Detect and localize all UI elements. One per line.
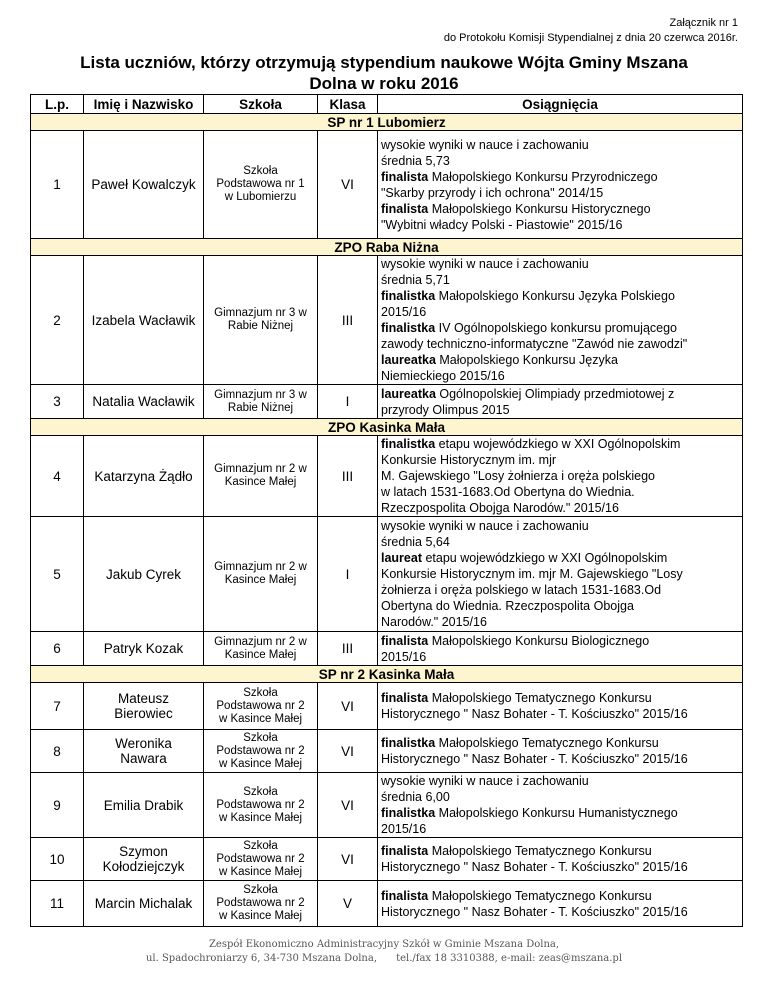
achievement-title: laureatka bbox=[381, 386, 436, 401]
table-row bbox=[31, 632, 743, 666]
school-line: Podstawowa nr 2 bbox=[216, 798, 305, 811]
cell-school bbox=[204, 881, 318, 927]
school-line: Szkoła bbox=[243, 686, 278, 699]
achievement-text: etapu wojewódzkiego w XXI Ogólnopolskim bbox=[422, 551, 668, 565]
achievement-text: Historycznego " Nasz Bohater - T. Kościuszko" 2015/16 bbox=[381, 904, 688, 919]
achievement-text: Konkursie Historycznym im. mjr M. Gajewskiego "Losy bbox=[381, 567, 683, 581]
achievement-text: Narodów." 2015/16 bbox=[381, 615, 487, 629]
school-line: Gimnazjum nr 3 w bbox=[214, 388, 307, 401]
achievement-text: 2015/16 bbox=[381, 822, 427, 836]
achievement-line bbox=[381, 904, 739, 920]
table-row bbox=[31, 730, 743, 773]
achievement-line bbox=[381, 582, 739, 598]
achievement-text: wysokie wyniki w nauce i zachowaniu bbox=[381, 774, 589, 788]
cell-achievements bbox=[378, 773, 743, 838]
achievement-text: Małopolskiego Konkursu Języka Polskiego bbox=[435, 289, 675, 303]
school-line: Szkoła bbox=[243, 165, 278, 177]
school-line: Szkoła bbox=[243, 839, 278, 852]
achievement-text: Ogólnopolskiej Olimpiady przedmiotowej z bbox=[435, 386, 675, 401]
achievement-text: Małopolskiego Konkursu Humanistycznego bbox=[435, 806, 678, 820]
achievement-text: Małopolskiego Tematycznego Konkursu bbox=[428, 691, 652, 705]
table-row bbox=[31, 683, 743, 730]
achievement-text: Małopolskiego Tematycznego Konkursu bbox=[435, 736, 659, 750]
school-line: Szkoła bbox=[243, 884, 278, 896]
section-title: SP nr 1 Lubomierz bbox=[31, 114, 743, 131]
section-title: ZPO Raba Niżna bbox=[31, 239, 743, 256]
achievement-text: "Wybitni władcy Polski - Piastowie" 2015/16 bbox=[381, 217, 623, 232]
school-line: Szkoła bbox=[243, 731, 278, 744]
cell-name: Natalia Wacławik bbox=[84, 385, 204, 419]
cell-klasa: III bbox=[318, 632, 378, 666]
cell-school bbox=[204, 730, 318, 773]
achievement-text: Konkursie Historycznym im. mjr bbox=[381, 453, 557, 467]
achievement-text: etapu wojewódzkiego w XXI Ogólnopolskim bbox=[435, 437, 681, 451]
achievement-text: średnia 5,73 bbox=[381, 153, 450, 168]
achievement-text: Małopolskiego Konkursu Języka bbox=[435, 353, 618, 367]
cell-school bbox=[204, 773, 318, 838]
school-line: Rabie Niżnej bbox=[227, 320, 294, 332]
cell-school bbox=[204, 838, 318, 881]
achievement-line bbox=[381, 500, 739, 516]
title-line-2: Dolna w roku 2016 bbox=[309, 74, 459, 93]
cell-klasa: VI bbox=[318, 683, 378, 730]
achievement-title: laureat bbox=[381, 551, 422, 565]
achievement-text: zawody techniczno-informatyczne "Zawód nie zawodzi" bbox=[381, 337, 688, 351]
section-title: SP nr 2 Kasinka Mała bbox=[31, 666, 743, 683]
achievement-line bbox=[381, 598, 739, 614]
achievement-title: finalistka bbox=[381, 437, 436, 451]
achievement-text: Małopolskiego Konkursu Przyrodniczego bbox=[428, 169, 658, 184]
school-line: Gimnazjum nr 2 w bbox=[214, 463, 307, 475]
cell-achievements bbox=[378, 517, 743, 632]
achievement-text: 2015/16 bbox=[381, 305, 427, 319]
cell-name: Izabela Wacławik bbox=[84, 256, 204, 385]
achievement-line bbox=[381, 534, 739, 550]
school-line: w Kasince Małej bbox=[218, 712, 303, 725]
cell-lp: 11 bbox=[31, 881, 84, 927]
achievement-text: 2015/16 bbox=[381, 649, 427, 664]
school-line: Kasince Małej bbox=[224, 648, 297, 661]
cell-name: Marcin Michalak bbox=[84, 881, 204, 927]
achievement-line bbox=[381, 484, 739, 500]
footer bbox=[0, 938, 768, 966]
cell-klasa: VI bbox=[318, 838, 378, 881]
table-body bbox=[31, 114, 743, 927]
achievement-line bbox=[381, 789, 739, 805]
cell-school bbox=[204, 632, 318, 666]
achievement-line bbox=[381, 773, 739, 789]
cell-school bbox=[204, 436, 318, 517]
attachment-note bbox=[444, 16, 738, 46]
cell-name: Paweł Kowalczyk bbox=[84, 131, 204, 239]
cell-name: Emilia Drabik bbox=[84, 773, 204, 838]
achievement-text: w latach 1531-1683.Od Obertyna do Wiednia. bbox=[381, 485, 635, 499]
header-name: Imię i Nazwisko bbox=[84, 95, 204, 114]
achievement-text: Małopolskiego Konkursu Historycznego bbox=[428, 201, 651, 216]
achievement-title: finalista bbox=[381, 201, 429, 216]
footer-line-2: ul. Spadochroniarzy 6, 34-730 Mszana Dolna, tel./fax 18 3310388, e-mail: zeas@mszana.pl bbox=[145, 953, 623, 964]
achievement-line bbox=[381, 452, 739, 468]
cell-achievements bbox=[378, 881, 743, 927]
cell-achievements bbox=[378, 730, 743, 773]
school-line: Podstawowa nr 2 bbox=[216, 699, 305, 712]
achievement-line bbox=[381, 304, 739, 320]
achievement-title: finalista bbox=[381, 691, 429, 705]
achievement-text: Małopolskiego Tematycznego Konkursu bbox=[428, 888, 652, 903]
school-line: Podstawowa nr 2 bbox=[216, 744, 305, 757]
school-line: Gimnazjum nr 2 w bbox=[214, 561, 307, 573]
achievement-line bbox=[381, 566, 739, 582]
achievement-line bbox=[381, 137, 739, 153]
achievement-line bbox=[381, 633, 739, 649]
achievement-line bbox=[381, 368, 739, 384]
cell-achievements bbox=[378, 683, 743, 730]
attachment-line-2: do Protokołu Komisji Stypendialnej z dnia 20 czerwca 2016r. bbox=[443, 32, 738, 44]
achievement-line bbox=[381, 690, 739, 706]
achievement-line bbox=[381, 288, 739, 304]
achievement-text: wysokie wyniki w nauce i zachowaniu bbox=[381, 257, 589, 271]
school-line: w Lubomierzu bbox=[224, 191, 297, 203]
header-school: Szkoła bbox=[204, 95, 318, 114]
school-line: Podstawowa nr 1 bbox=[216, 178, 305, 190]
achievement-title: laureatka bbox=[381, 353, 436, 367]
title-line-1: Lista uczniów, którzy otrzymują stypendium naukowe Wójta Gminy Mszana bbox=[80, 53, 688, 72]
achievement-line bbox=[381, 859, 739, 875]
cell-name: Mateusz Bierowiec bbox=[84, 683, 204, 730]
achievement-title: finalistka bbox=[381, 806, 436, 820]
achievement-title: finalista bbox=[381, 169, 429, 184]
achievement-line bbox=[381, 169, 739, 185]
achievement-text: Historycznego " Nasz Bohater - T. Kościuszko" 2015/16 bbox=[381, 860, 688, 874]
achievement-line bbox=[381, 468, 739, 484]
table-row bbox=[31, 131, 743, 239]
cell-lp: 5 bbox=[31, 517, 84, 632]
school-line: w Kasince Małej bbox=[218, 865, 303, 878]
header-lp: L.p. bbox=[31, 95, 84, 114]
achievement-title: finalista bbox=[381, 888, 429, 903]
achievement-line bbox=[381, 706, 739, 722]
table-header-row bbox=[31, 95, 743, 114]
achievement-line bbox=[381, 843, 739, 859]
table-row bbox=[31, 881, 743, 927]
achievement-text: średnia 5,64 bbox=[381, 535, 450, 549]
school-line: Gimnazjum nr 2 w bbox=[214, 635, 307, 648]
school-line: w Kasince Małej bbox=[218, 910, 303, 922]
achievement-line bbox=[381, 272, 739, 288]
achievement-title: finalista bbox=[381, 844, 429, 858]
cell-klasa: VI bbox=[318, 131, 378, 239]
achievement-text: wysokie wyniki w nauce i zachowaniu bbox=[381, 519, 589, 533]
cell-name: Jakub Cyrek bbox=[84, 517, 204, 632]
cell-lp: 1 bbox=[31, 131, 84, 239]
achievement-line bbox=[381, 201, 739, 217]
achievement-text: "Skarby przyrody i ich ochrona" 2014/15 bbox=[381, 185, 604, 200]
achievement-line bbox=[381, 320, 739, 336]
school-line: Szkoła bbox=[243, 785, 278, 798]
school-line: Podstawowa nr 2 bbox=[216, 852, 305, 865]
cell-achievements bbox=[378, 385, 743, 419]
school-line: Gimnazjum nr 3 w bbox=[214, 307, 307, 319]
achievement-text: Obertyna do Wiednia. Rzeczpospolita Obojga bbox=[381, 599, 634, 613]
cell-klasa: I bbox=[318, 385, 378, 419]
section-row bbox=[31, 114, 743, 131]
cell-lp: 4 bbox=[31, 436, 84, 517]
cell-klasa: III bbox=[318, 436, 378, 517]
achievement-line bbox=[381, 436, 739, 452]
achievement-line bbox=[381, 256, 739, 272]
achievement-title: finalistka bbox=[381, 736, 436, 750]
achievement-text: Historycznego " Nasz Bohater - T. Kościuszko" 2015/16 bbox=[381, 752, 688, 766]
header-achievements: Osiągnięcia bbox=[378, 95, 743, 114]
achievement-text: M. Gajewskiego "Losy żołnierza i oręża polskiego bbox=[381, 469, 656, 483]
achievement-line bbox=[381, 217, 739, 233]
scholarship-table bbox=[30, 94, 743, 927]
cell-klasa: VI bbox=[318, 773, 378, 838]
cell-lp: 8 bbox=[31, 730, 84, 773]
achievement-line bbox=[381, 888, 739, 904]
achievement-text: przyrody Olimpus 2015 bbox=[381, 402, 510, 417]
achievement-text: żołnierza i oręża polskiego w latach 1531-1683.Od bbox=[381, 583, 662, 597]
achievement-title: finalistka bbox=[381, 321, 436, 335]
cell-lp: 2 bbox=[31, 256, 84, 385]
achievement-text: Małopolskiego Tematycznego Konkursu bbox=[428, 844, 652, 858]
school-line: Podstawowa nr 2 bbox=[216, 897, 305, 909]
achievement-title: finalistka bbox=[381, 289, 436, 303]
table-row bbox=[31, 838, 743, 881]
achievement-line bbox=[381, 185, 739, 201]
cell-achievements bbox=[378, 436, 743, 517]
achievement-text: Niemieckiego 2015/16 bbox=[381, 369, 505, 383]
achievement-line bbox=[381, 352, 739, 368]
section-row bbox=[31, 419, 743, 436]
achievement-line bbox=[381, 614, 739, 630]
achievement-text: średnia 5,71 bbox=[381, 273, 450, 287]
cell-klasa: VI bbox=[318, 730, 378, 773]
cell-achievements bbox=[378, 632, 743, 666]
cell-school bbox=[204, 256, 318, 385]
cell-lp: 10 bbox=[31, 838, 84, 881]
achievement-line bbox=[381, 649, 739, 665]
cell-name: Weronika Nawara bbox=[84, 730, 204, 773]
cell-lp: 3 bbox=[31, 385, 84, 419]
achievement-text: Rzeczpospolita Obojga Narodów." 2015/16 bbox=[381, 501, 619, 515]
cell-school bbox=[204, 683, 318, 730]
cell-school bbox=[204, 131, 318, 239]
cell-name: Patryk Kozak bbox=[84, 632, 204, 666]
table-row bbox=[31, 385, 743, 419]
achievement-text: Historycznego " Nasz Bohater - T. Kościuszko" 2015/16 bbox=[381, 707, 688, 721]
footer-line-1: Zespół Ekonomiczno Administracyjny Szkół w Gminie Mszana Dolna, bbox=[208, 939, 560, 950]
cell-lp: 6 bbox=[31, 632, 84, 666]
achievement-text: wysokie wyniki w nauce i zachowaniu bbox=[381, 137, 589, 152]
page-title bbox=[0, 52, 768, 94]
achievement-line bbox=[381, 402, 739, 418]
table-row bbox=[31, 773, 743, 838]
achievement-title: finalista bbox=[381, 633, 429, 648]
cell-lp: 9 bbox=[31, 773, 84, 838]
table-row bbox=[31, 256, 743, 385]
achievement-line bbox=[381, 153, 739, 169]
cell-name: Katarzyna Żądło bbox=[84, 436, 204, 517]
achievement-line bbox=[381, 386, 739, 402]
cell-achievements bbox=[378, 131, 743, 239]
cell-achievements bbox=[378, 256, 743, 385]
table-row bbox=[31, 517, 743, 632]
header-klasa: Klasa bbox=[318, 95, 378, 114]
cell-achievements bbox=[378, 838, 743, 881]
achievement-line bbox=[381, 735, 739, 751]
cell-name: Szymon Kołodziejczyk bbox=[84, 838, 204, 881]
school-line: Kasince Małej bbox=[224, 574, 297, 586]
section-title: ZPO Kasinka Mała bbox=[31, 419, 743, 436]
attachment-line-1: Załącznik nr 1 bbox=[669, 17, 738, 29]
cell-school bbox=[204, 517, 318, 632]
achievement-line bbox=[381, 821, 739, 837]
school-line: w Kasince Małej bbox=[218, 757, 303, 770]
achievement-line bbox=[381, 751, 739, 767]
achievement-line bbox=[381, 518, 739, 534]
school-line: Rabie Niżnej bbox=[227, 401, 294, 414]
achievement-text: IV Ogólnopolskiego konkursu promującego bbox=[435, 321, 677, 335]
achievement-text: średnia 6,00 bbox=[381, 790, 450, 804]
section-row bbox=[31, 666, 743, 683]
cell-klasa: V bbox=[318, 881, 378, 927]
cell-klasa: III bbox=[318, 256, 378, 385]
table-row bbox=[31, 436, 743, 517]
school-line: Kasince Małej bbox=[224, 476, 297, 488]
achievement-line bbox=[381, 336, 739, 352]
achievement-line bbox=[381, 550, 739, 566]
cell-klasa: I bbox=[318, 517, 378, 632]
achievement-line bbox=[381, 805, 739, 821]
achievement-text: Małopolskiego Konkursu Biologicznego bbox=[428, 633, 650, 648]
section-row bbox=[31, 239, 743, 256]
cell-lp: 7 bbox=[31, 683, 84, 730]
school-line: w Kasince Małej bbox=[218, 811, 303, 824]
cell-school bbox=[204, 385, 318, 419]
